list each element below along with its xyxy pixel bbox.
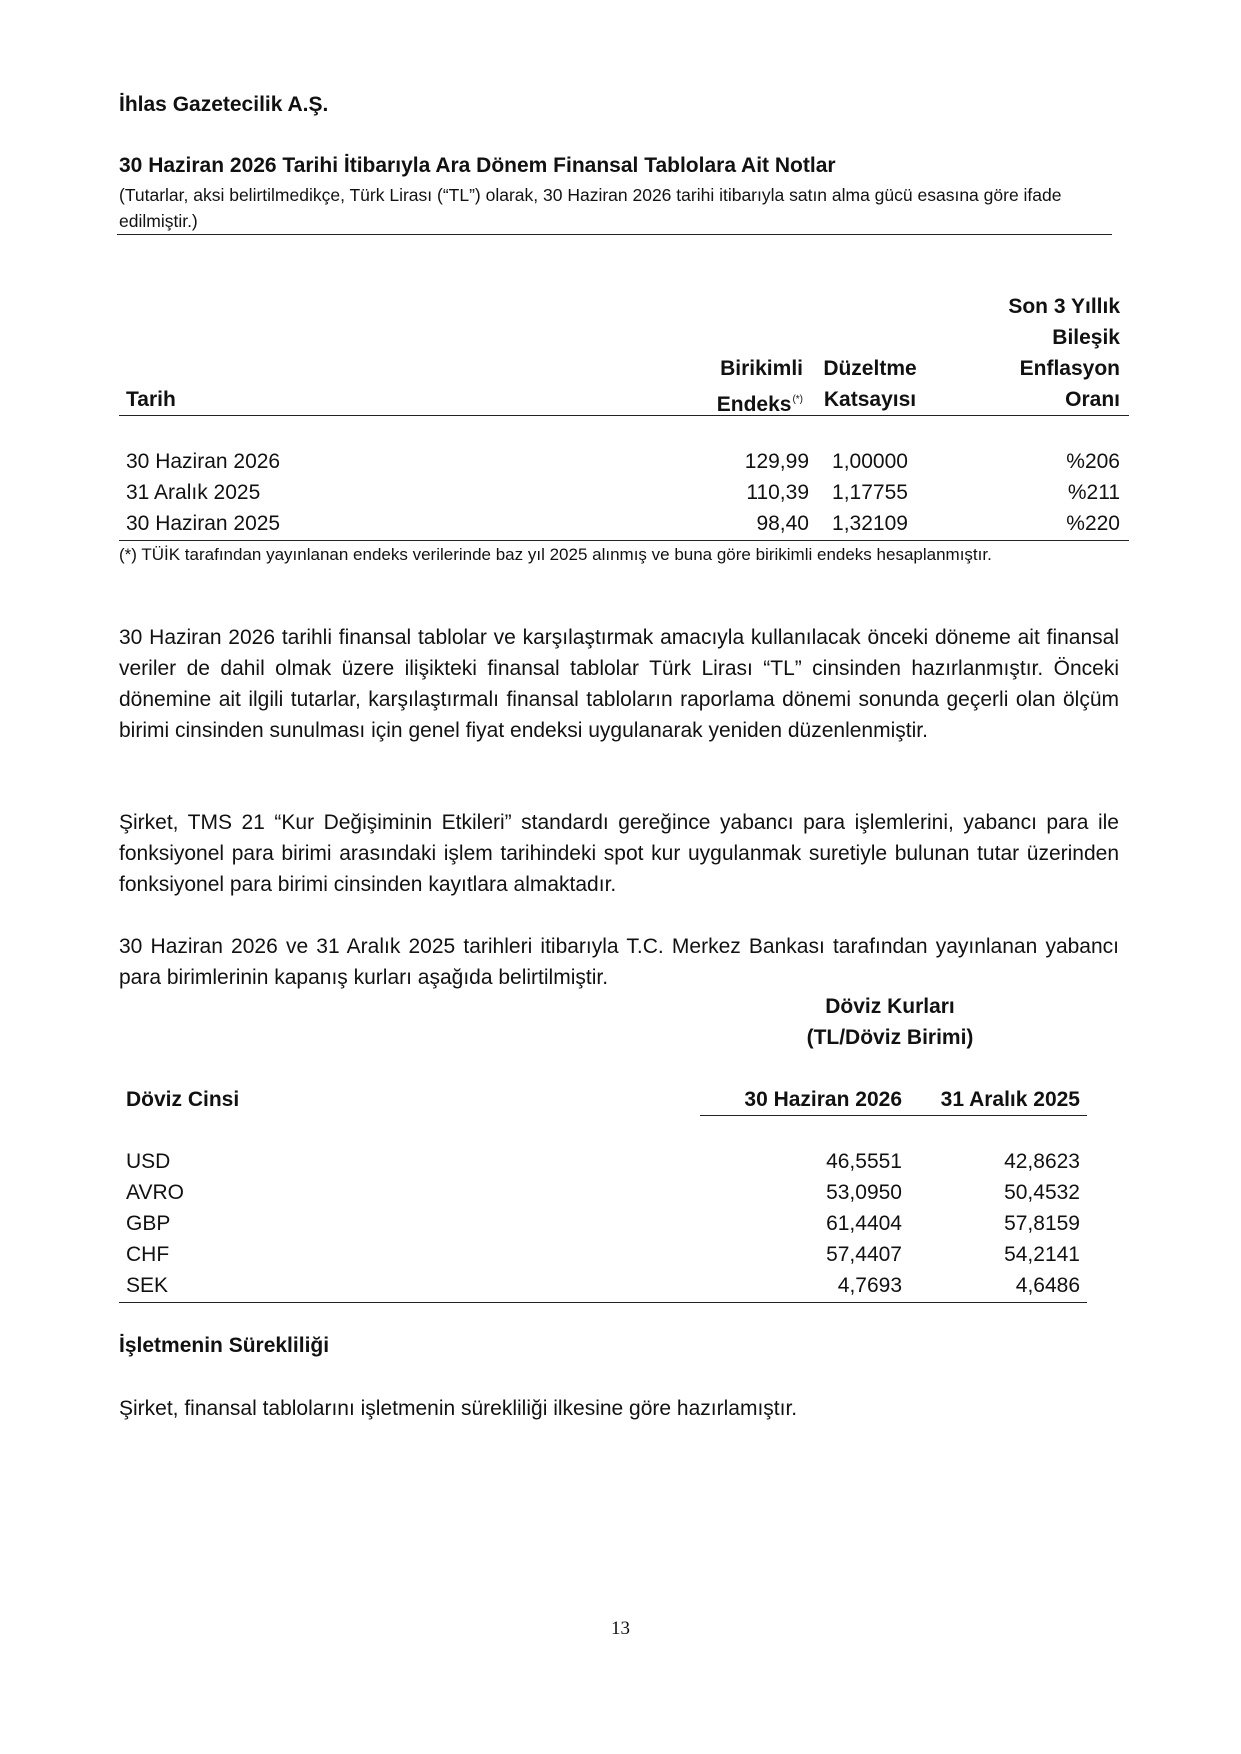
paragraph-tms21: Şirket, TMS 21 “Kur Değişiminin Etkileri” standardı gereğince yabancı para işlemlerini, yabancı para ile fonksiyonel para birimi arasındaki işlem tarihindeki spot kur uygulanmak suretiyle bulunan tutar üzerinden fonksiyonel para birimi cinsinden kayıtlara almaktadır. xyxy=(119,811,1119,896)
row-date: 30 Haziran 2025 xyxy=(126,512,281,535)
header-date: Tarih xyxy=(126,388,176,411)
row-date: 31 Aralık 2025 xyxy=(126,481,261,504)
fx-rate-2026: 61,4404 xyxy=(826,1212,902,1235)
row-index: 110,39 xyxy=(746,481,809,504)
header-rule xyxy=(117,234,1112,235)
fx-currency: GBP xyxy=(126,1212,171,1235)
table-footnote: (*) TÜİK tarafından yayınlanan endeks verilerinde baz yıl 2025 alınmış ve buna göre birikimli endeks hesaplanmıştır. xyxy=(119,545,992,564)
row-index: 98,40 xyxy=(756,512,809,535)
page-subtitle: (Tutarlar, aksi belirtilmedikçe, Türk Lirası (“TL”) olarak, 30 Haziran 2026 tarihi itibarıyla satın alma gücü esasına göre ifade edilmiştir.) xyxy=(119,185,1062,231)
row-date: 30 Haziran 2026 xyxy=(126,450,281,473)
fx-currency: USD xyxy=(126,1150,171,1173)
footnote-mark: (*) xyxy=(792,394,803,405)
fx-rate-2026: 57,4407 xyxy=(826,1243,902,1266)
header-rate-line4: Oranı xyxy=(1065,388,1120,411)
fx-rate-2025: 42,8623 xyxy=(1004,1150,1080,1173)
company-name: İhlas Gazetecilik A.Ş. xyxy=(119,93,329,116)
header-index-line2: Endeks(*) xyxy=(716,393,803,416)
fx-header-currency: Döviz Cinsi xyxy=(126,1088,240,1111)
row-coef: 1,32109 xyxy=(832,512,908,535)
section-heading-going-concern: İşletmenin Sürekliliği xyxy=(119,1334,330,1357)
header-rate-line3: Enflasyon xyxy=(1019,357,1120,380)
header-rate-line2: Bileşik xyxy=(1052,326,1120,349)
header-rate-line1: Son 3 Yıllık xyxy=(1008,295,1120,318)
fx-rate-2025: 54,2141 xyxy=(1004,1243,1080,1266)
paragraph-exchange-rates: 30 Haziran 2026 ve 31 Aralık 2025 tarihleri itibarıyla T.C. Merkez Bankası tarafından yayınlanan yabancı para birimlerinin kapanış kurları aşağıda belirtilmiştir. xyxy=(119,935,1119,989)
row-rate: %211 xyxy=(1067,481,1120,504)
fx-rate-2025: 57,8159 xyxy=(1004,1212,1080,1235)
fx-group-title-line2: (TL/Döviz Birimi) xyxy=(806,1026,974,1049)
row-rate: %206 xyxy=(1066,450,1120,473)
fx-rate-2025: 4,6486 xyxy=(1015,1274,1080,1297)
row-coef: 1,00000 xyxy=(832,450,908,473)
fx-rate-2025: 50,4532 xyxy=(1004,1181,1080,1204)
inflation-header-rule xyxy=(119,415,1129,416)
header-coef-line1: Düzeltme xyxy=(823,357,917,380)
fx-rate-2026: 4,7693 xyxy=(837,1274,902,1297)
page-number: 13 xyxy=(611,1618,630,1639)
row-index: 129,99 xyxy=(744,450,809,473)
paragraph-going-concern: Şirket, finansal tablolarını işletmenin sürekliliği ilkesine göre hazırlamıştır. xyxy=(119,1397,798,1420)
header-coef-line2: Katsayısı xyxy=(823,388,917,411)
header-index-line1: Birikimli xyxy=(720,357,803,380)
inflation-bottom-rule xyxy=(119,540,1129,541)
fx-currency: AVRO xyxy=(126,1181,184,1204)
paragraph-presentation-currency: 30 Haziran 2026 tarihli finansal tablolar ve karşılaştırmak amacıyla kullanılacak önceki döneme ait finansal veriler de dahil olmak üzere ilişikteki finansal tablolar Türk Lirası “TL” cinsinden hazırlanmıştır. Önceki dönemine ait ilgili tutarlar, karşılaştırmalı finansal tabloların raporlama dönemi sonunda geçerli olan ölçüm birimi cinsinden sunulması için genel fiyat endeksi uygulanarak yeniden düzenlenmiştir. xyxy=(119,626,1119,742)
fx-header-rule xyxy=(700,1115,1087,1116)
fx-rate-2026: 46,5551 xyxy=(826,1150,902,1173)
fx-header-2025: 31 Aralık 2025 xyxy=(940,1088,1080,1111)
row-rate: %220 xyxy=(1066,512,1120,535)
fx-group-title-line1: Döviz Kurları xyxy=(825,995,955,1018)
fx-rate-2026: 53,0950 xyxy=(826,1181,902,1204)
fx-currency: CHF xyxy=(126,1243,170,1266)
fx-header-2026: 30 Haziran 2026 xyxy=(744,1088,902,1111)
fx-bottom-rule xyxy=(119,1302,1087,1303)
fx-currency: SEK xyxy=(126,1274,169,1297)
page-title: 30 Haziran 2026 Tarihi İtibarıyla Ara Dönem Finansal Tablolara Ait Notlar xyxy=(119,154,836,177)
row-coef: 1,17755 xyxy=(832,481,908,504)
